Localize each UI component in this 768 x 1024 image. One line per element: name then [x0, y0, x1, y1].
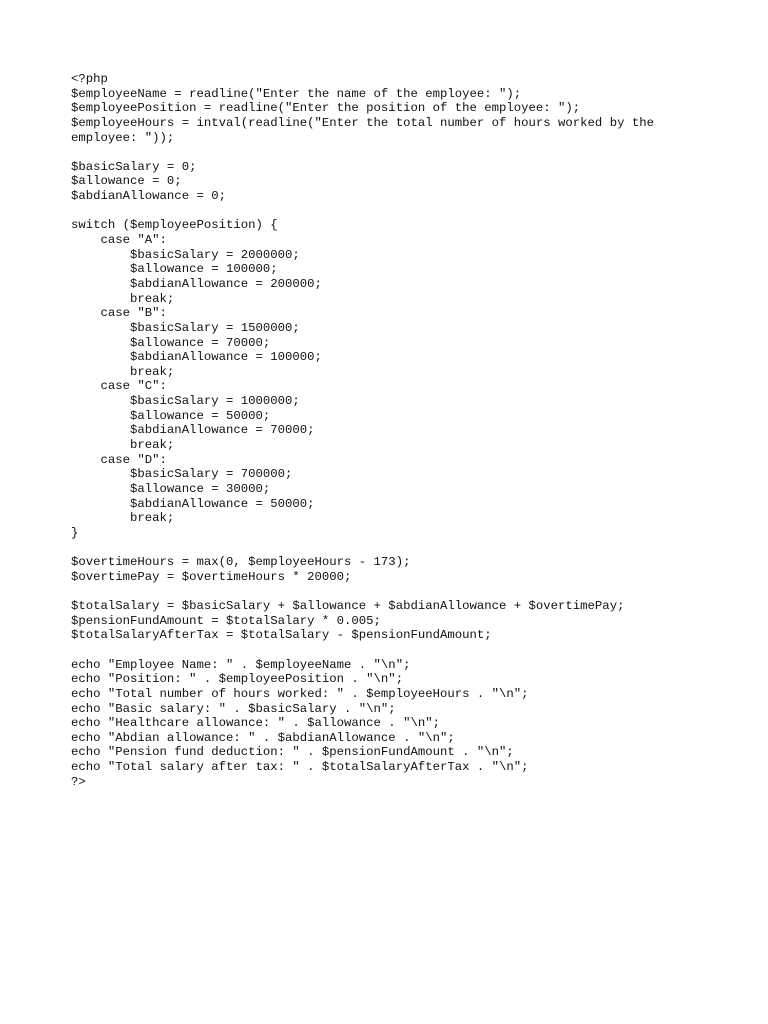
- code-line: break;: [71, 511, 175, 526]
- code-line: ?>: [71, 774, 86, 789]
- code-line: $basicSalary = 2000000;: [71, 247, 300, 262]
- code-line: case "A":: [71, 233, 167, 248]
- code-line: $totalSalaryAfterTax = $totalSalary - $pensionFundAmount;: [71, 628, 492, 643]
- code-line: echo "Total salary after tax: " . $totalSalaryAfterTax . "\n";: [71, 760, 529, 775]
- code-line: echo "Employee Name: " . $employeeName . "\n";: [71, 657, 411, 672]
- code-line: $basicSalary = 1000000;: [71, 394, 300, 409]
- code-block: [71, 72, 711, 789]
- code-line: break;: [71, 364, 175, 379]
- code-line: break;: [71, 291, 175, 306]
- code-line: $abdianAllowance = 50000;: [71, 496, 315, 511]
- code-line: $allowance = 50000;: [71, 408, 271, 423]
- code-line: case "C":: [71, 379, 167, 394]
- code-line: $pensionFundAmount = $totalSalary * 0.005;: [71, 613, 381, 628]
- code-line: $employeeName = readline("Enter the name of the employee: ");: [71, 86, 522, 101]
- code-line: $basicSalary = 1500000;: [71, 320, 300, 335]
- code-line: <?php: [71, 72, 108, 86]
- code-line: $employeeHours = intval(readline("Enter the total number of hours worked by the: [71, 115, 654, 130]
- code-line: }: [71, 525, 79, 540]
- code-line: $allowance = 30000;: [71, 481, 271, 496]
- code-line: [71, 643, 711, 658]
- code-line: echo "Healthcare allowance: " . $allowance . "\n";: [71, 716, 440, 731]
- code-line: echo "Position: " . $employeePosition . "\n";: [71, 672, 404, 687]
- code-line: $basicSalary = 700000;: [71, 467, 293, 482]
- code-line: switch ($employeePosition) {: [71, 218, 278, 233]
- code-line: $allowance = 0;: [71, 174, 182, 189]
- code-line: echo "Pension fund deduction: " . $pensionFundAmount . "\n";: [71, 745, 514, 760]
- code-line: $overtimePay = $overtimeHours * 20000;: [71, 569, 352, 584]
- code-line: $overtimeHours = max(0, $employeeHours - 173);: [71, 555, 411, 570]
- code-line: [71, 145, 711, 160]
- code-line: [71, 584, 711, 599]
- code-line: echo "Basic salary: " . $basicSalary . "\n";: [71, 701, 396, 716]
- code-line: $employeePosition = readline("Enter the position of the employee: ");: [71, 101, 581, 116]
- code-line: $totalSalary = $basicSalary + $allowance + $abdianAllowance + $overtimePay;: [71, 599, 625, 614]
- code-line: case "D":: [71, 452, 167, 467]
- code-line: [71, 204, 711, 219]
- code-line: echo "Total number of hours worked: " . $employeeHours . "\n";: [71, 686, 529, 701]
- code-line: employee: "));: [71, 130, 175, 145]
- code-line: $abdianAllowance = 0;: [71, 189, 226, 204]
- code-line: $abdianAllowance = 70000;: [71, 423, 315, 438]
- code-line: $abdianAllowance = 200000;: [71, 276, 322, 291]
- code-line: break;: [71, 438, 175, 453]
- code-line: $basicSalary = 0;: [71, 159, 197, 174]
- code-line: echo "Abdian allowance: " . $abdianAllowance . "\n";: [71, 730, 455, 745]
- code-line: $allowance = 70000;: [71, 335, 271, 350]
- code-line: case "B":: [71, 306, 167, 321]
- code-line: [71, 541, 711, 556]
- code-line: $allowance = 100000;: [71, 262, 278, 277]
- code-line: $abdianAllowance = 100000;: [71, 350, 322, 365]
